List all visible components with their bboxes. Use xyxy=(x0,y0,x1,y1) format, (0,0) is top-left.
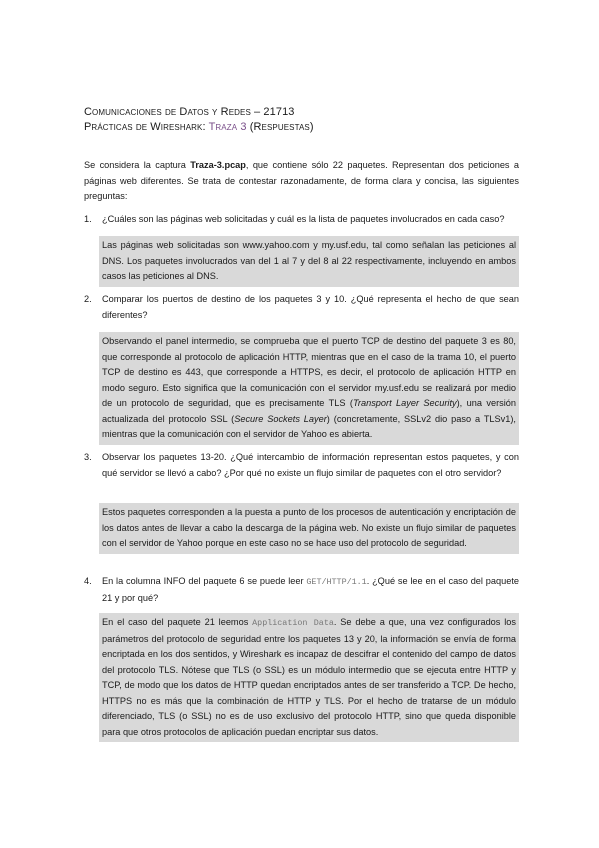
question-2: 2. Comparar los puertos de destino de los paquetes 3 y 10. ¿Qué representa el hecho de que sean diferentes? xyxy=(84,294,519,320)
question-4: 4. En la columna INFO del paquete 6 se puede leer GET/HTTP/1.1. ¿Qué se lee en el caso del paquete 21 y por qué? xyxy=(84,576,519,603)
document-header xyxy=(84,105,519,135)
answer-3: Estos paquetes corresponden a la puesta a punto de los procesos de autenticación y encriptación de los datos antes de llevar a cabo la descarga de la página web. No existe un flujo similar de paquetes con el servidor de Yahoo porque en este caso no se hace uso del protocolo de seguridad. xyxy=(99,503,519,554)
capture-filename: Traza-3.pcap xyxy=(190,160,246,170)
course-title: Comunicaciones de Datos y Redes – 21713 xyxy=(84,106,295,118)
answer-4: En el caso del paquete 21 leemos Application Data. Se debe a que, una vez configurados los parámetros del protocolo de seguridad entre los paquetes 13 y 20, la información se envía de forma encriptada en los dos sentidos, y Wireshark es incapaz de descifrar el contenido del campo de datos del protocolo TLS. Nótese que TLS (o SSL) es un módulo intermedio que se ejecuta entre HTTP y TCP, de modo que los datos de HTTP quedan encriptados antes de ser transferido a TCP. De hecho, HTTPS no es más que la combinación de HTTP y TLS. Por el hecho de tratarse de un módulo diferenciado, TLS (o SSL) no es de uso exclusivo del protocolo HTTP, sino que queda disponible para que otros protocolos de aplicación puedan encriptar sus datos. xyxy=(99,613,519,742)
code-get-http: GET/HTTP/1.1 xyxy=(306,577,367,587)
trace-label: Traza 3 xyxy=(208,121,247,133)
practice-title: Prácticas de Wireshark: Traza 3 (Respuestas) xyxy=(84,121,314,133)
question-3: 3. Observar los paquetes 13-20. ¿Qué intercambio de información representan estos paquetes, y con qué servidor se llevó a cabo? ¿Por qué no existe un flujo similar de paquetes con el otro servidor? xyxy=(84,452,519,478)
answer-2: Observando el panel intermedio, se comprueba que el puerto TCP de destino del paquete 3 es 80, que corresponde al protocolo de aplicación HTTP, mientras que en el caso de la trama 10, el puerto TCP de destino es 443, que corresponde a HTTPS, es decir, el protocolo de aplicación HTTP en modo seguro. Esto significa que la comunicación con el servidor my.usf.edu se realizará por medio de un protocolo de seguridad, que es precisamente TLS (Transport Layer Security), una versión actualizada del protocolo SSL (Secure Sockets Layer) (concretamente, SSLv2 dio paso a TLSv1), mientras que la comunicación con el servidor de Yahoo es abierta. xyxy=(99,332,519,445)
question-1: 1. ¿Cuáles son las páginas web solicitadas y cuál es la lista de paquetes involucrados en cada caso? xyxy=(84,214,505,224)
code-application-data: Application Data xyxy=(252,618,334,628)
intro-paragraph: Se considera la captura Traza-3.pcap, que contiene sólo 22 paquetes. Representan dos peticiones a páginas web diferentes. Se trata de contestar razonadamente, de forma clara y concisa, las siguientes preguntas: xyxy=(84,160,519,201)
answer-1: Las páginas web solicitadas son www.yahoo.com y my.usf.edu, tal como señalan las peticiones al DNS. Los paquetes involucrados van del 1 al 7 y del 8 al 22 respectivamente, incluyendo en ambos casos las peticiones al DNS. xyxy=(99,236,519,287)
